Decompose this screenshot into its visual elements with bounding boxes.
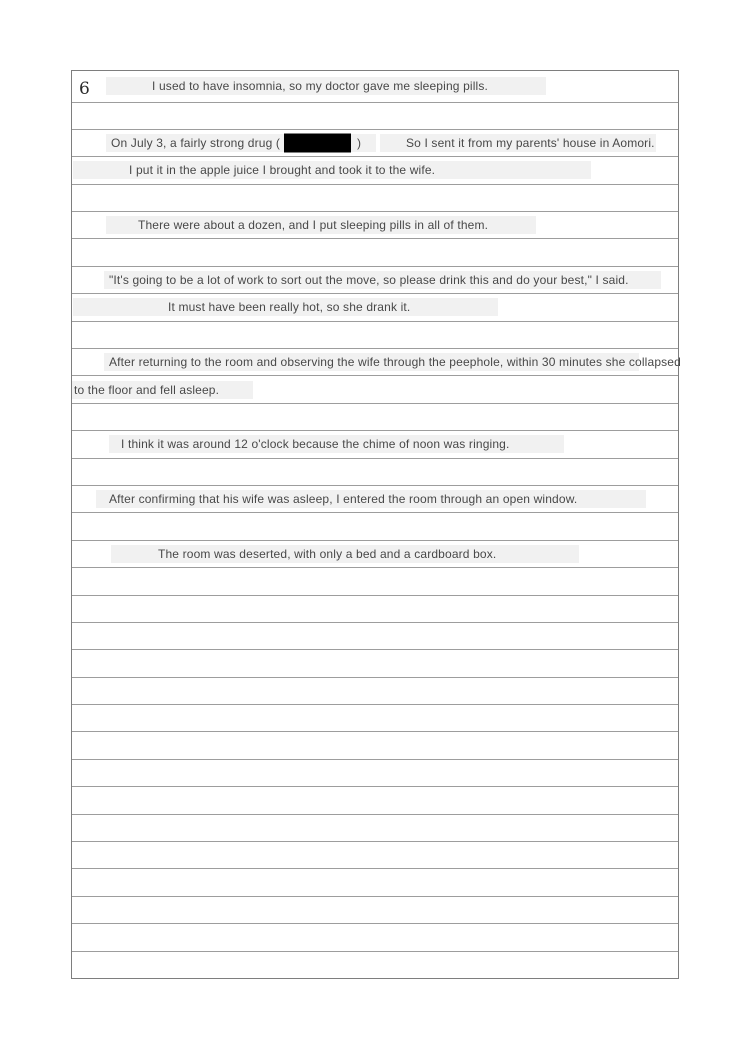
ruled-row — [72, 678, 678, 705]
ruled-row — [72, 596, 678, 623]
line-text: On July 3, a fairly strong drug ( — [111, 136, 281, 151]
ruled-row — [72, 130, 678, 157]
ruled-row — [72, 787, 678, 814]
ruled-row — [72, 732, 678, 759]
ruled-row — [72, 705, 678, 732]
ruled-row — [72, 842, 678, 869]
line-text: "It's going to be a lot of work to sort out the move, so please drink this and do your best," I said. — [109, 273, 629, 288]
line-text: So I sent it from my parents' house in Aomori. — [406, 136, 655, 151]
ruled-row — [72, 924, 678, 951]
ruled-row — [72, 623, 678, 650]
ruled-row — [72, 486, 678, 513]
ruled-row — [72, 349, 681, 376]
line-text: I put it in the apple juice I brought and took it to the wife. — [129, 163, 436, 178]
line-text: It must have been really hot, so she drank it. — [168, 300, 411, 315]
ruled-row — [72, 239, 678, 266]
ruled-row — [72, 897, 678, 924]
line-text: There were about a dozen, and I put sleeping pills in all of them. — [138, 218, 489, 233]
line-text: After returning to the room and observing the wife through the peephole, within 30 minutes she collapsed — [109, 355, 681, 370]
ruled-row — [72, 322, 678, 349]
ruled-row — [72, 513, 678, 540]
ruled-row — [72, 376, 678, 403]
ruled-row — [72, 952, 678, 979]
ruled-row — [72, 568, 678, 595]
line-text: ) — [357, 136, 362, 151]
ruled-row — [72, 815, 678, 842]
line-text: I used to have insomnia, so my doctor gave me sleeping pills. — [152, 79, 488, 94]
line-text: I think it was around 12 o'clock because the chime of noon was ringing. — [121, 437, 510, 452]
line-text: The room was deserted, with only a bed and a cardboard box. — [158, 546, 497, 561]
ruled-row — [72, 404, 678, 431]
ruled-row — [72, 103, 678, 130]
ruled-row — [72, 267, 678, 294]
record-sheet — [71, 70, 679, 979]
ruled-row — [72, 459, 678, 486]
ruled-row — [72, 71, 678, 103]
ruled-row — [72, 431, 678, 458]
ruled-row — [72, 541, 678, 568]
line-text: to the floor and fell asleep. — [74, 382, 220, 397]
ruled-row — [72, 650, 678, 677]
line-text: After confirming that his wife was asleep, I entered the room through an open window. — [109, 492, 578, 507]
ruled-row — [72, 157, 678, 184]
page-number: 6 — [79, 79, 90, 99]
ruled-row — [72, 185, 678, 212]
redaction-box — [284, 134, 351, 153]
ruled-row — [72, 294, 678, 321]
ruled-row — [72, 869, 678, 896]
ruled-row — [72, 760, 678, 787]
ruled-row — [72, 212, 678, 239]
